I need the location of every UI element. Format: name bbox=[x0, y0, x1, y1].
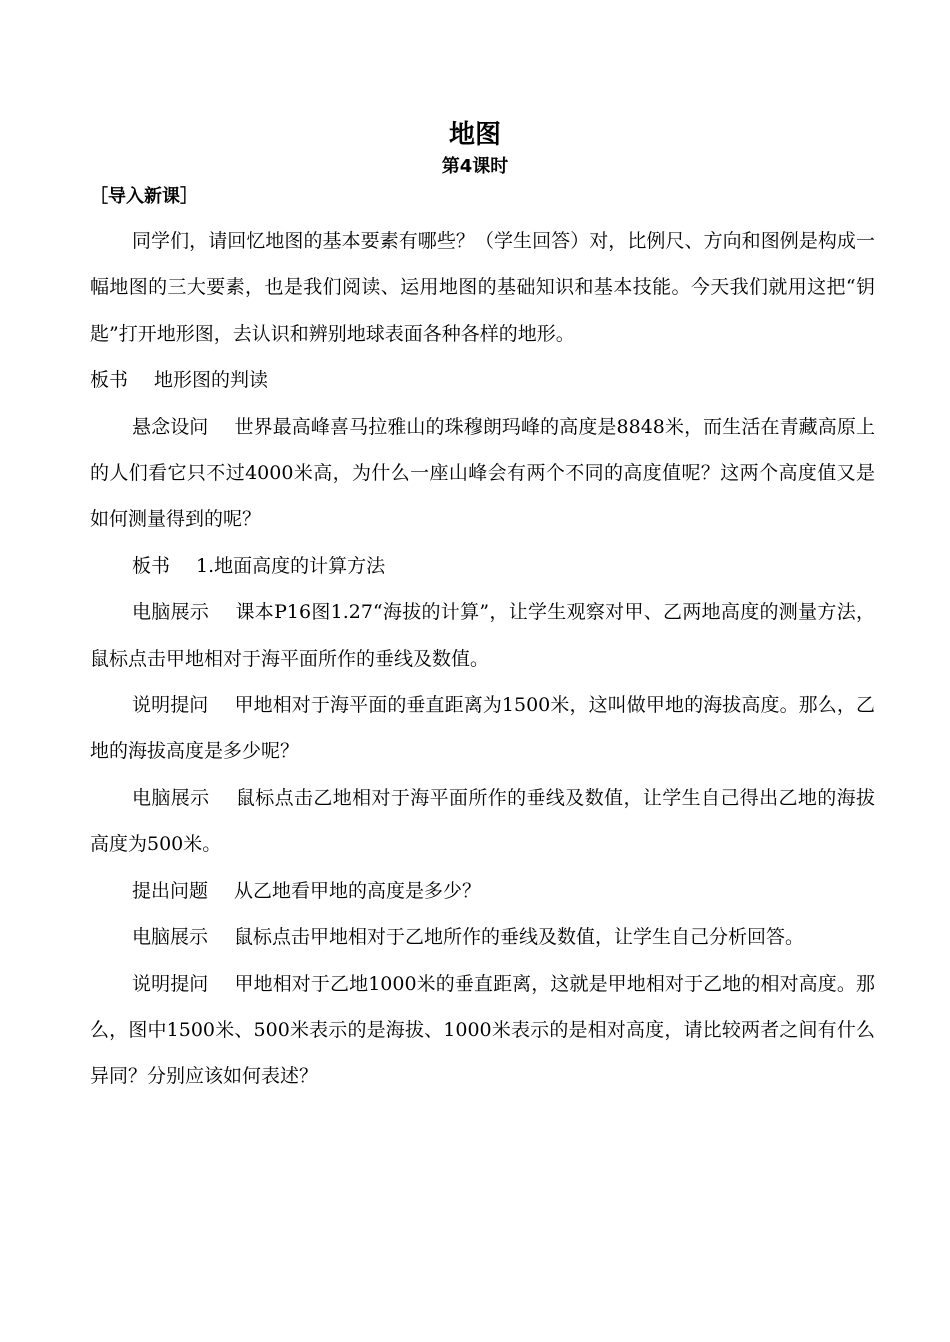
paragraph-text: 鼠标点击乙地相对于海平面所作的垂线及数值，让学生自己得出乙地的海拔高度为500米。 bbox=[90, 786, 875, 856]
paragraph-label: 电脑展示 bbox=[132, 601, 210, 624]
paragraph-label: 板书 bbox=[90, 369, 129, 392]
paragraph-label: 板书 bbox=[132, 554, 171, 577]
paragraph-text: 地形图的判读 bbox=[154, 369, 269, 392]
paragraph-suspense-question bbox=[90, 404, 875, 543]
paragraph-text: 1.地面高度的计算方法 bbox=[196, 554, 386, 577]
paragraph-text: 甲地相对于乙地1000米的垂直距离，这就是甲地相对于乙地的相对高度。那么，图中1500米、500米表示的是海拔、1000米表示的是相对高度，请比较两者之间有什么异同？分别应该如何表述？ bbox=[90, 972, 875, 1088]
paragraph-text: 世界最高峰喜马拉雅山的珠穆朗玛峰的高度是8848米，而生活在青藏高原上的人们看它只不过4000米高，为什么一座山峰会有两个不同的高度值呢？这两个高度值又是如何测量得到的呢？ bbox=[90, 415, 875, 531]
paragraph-label: 电脑展示 bbox=[132, 786, 210, 809]
section-heading: ［导入新课］ bbox=[90, 186, 198, 207]
paragraph-blackboard-title bbox=[90, 357, 875, 403]
paragraph-text: 从乙地看甲地的高度是多少？ bbox=[234, 879, 482, 902]
paragraph-label: 提出问题 bbox=[132, 879, 209, 902]
paragraph-label: 悬念设问 bbox=[132, 415, 209, 438]
paragraph-computer-display-1 bbox=[90, 589, 875, 682]
paragraph-label: 说明提问 bbox=[132, 694, 209, 717]
page-title: 地图 bbox=[448, 120, 501, 150]
paragraph-text: 同学们，请回忆地图的基本要素有哪些？（学生回答）对，比例尺、方向和图例是构成一幅地图的三大要素，也是我们阅读、运用地图的基础知识和基本技能。今天我们就用这把“钥匙”打开地形图，去认识和辨别地球表面各种各样的地形。 bbox=[90, 230, 875, 345]
paragraph-raise-question bbox=[90, 868, 875, 914]
paragraph-label: 电脑展示 bbox=[132, 926, 209, 949]
paragraph-text: 鼠标点击甲地相对于乙地所作的垂线及数值，让学生自己分析回答。 bbox=[234, 926, 805, 949]
paragraph-computer-display-3 bbox=[90, 914, 875, 960]
page-subtitle: 第4课时 bbox=[441, 156, 509, 177]
paragraph-text: 甲地相对于海平面的垂直距离为1500米，这叫做甲地的海拔高度。那么，乙地的海拔高度是多少呢？ bbox=[90, 694, 875, 763]
paragraph-intro bbox=[90, 218, 875, 357]
paragraph-blackboard-method bbox=[90, 543, 875, 589]
paragraph-explain-question-1 bbox=[90, 682, 875, 775]
paragraph-text: 课本P16图1.27“海拔的计算”，让学生观察对甲、乙两地高度的测量方法，鼠标点击甲地相对于海平面所作的垂线及数值。 bbox=[90, 601, 875, 670]
paragraph-explain-question-2 bbox=[90, 961, 875, 1100]
document-body bbox=[90, 218, 875, 1100]
paragraph-computer-display-2 bbox=[90, 775, 875, 868]
paragraph-label: 说明提问 bbox=[132, 972, 209, 995]
